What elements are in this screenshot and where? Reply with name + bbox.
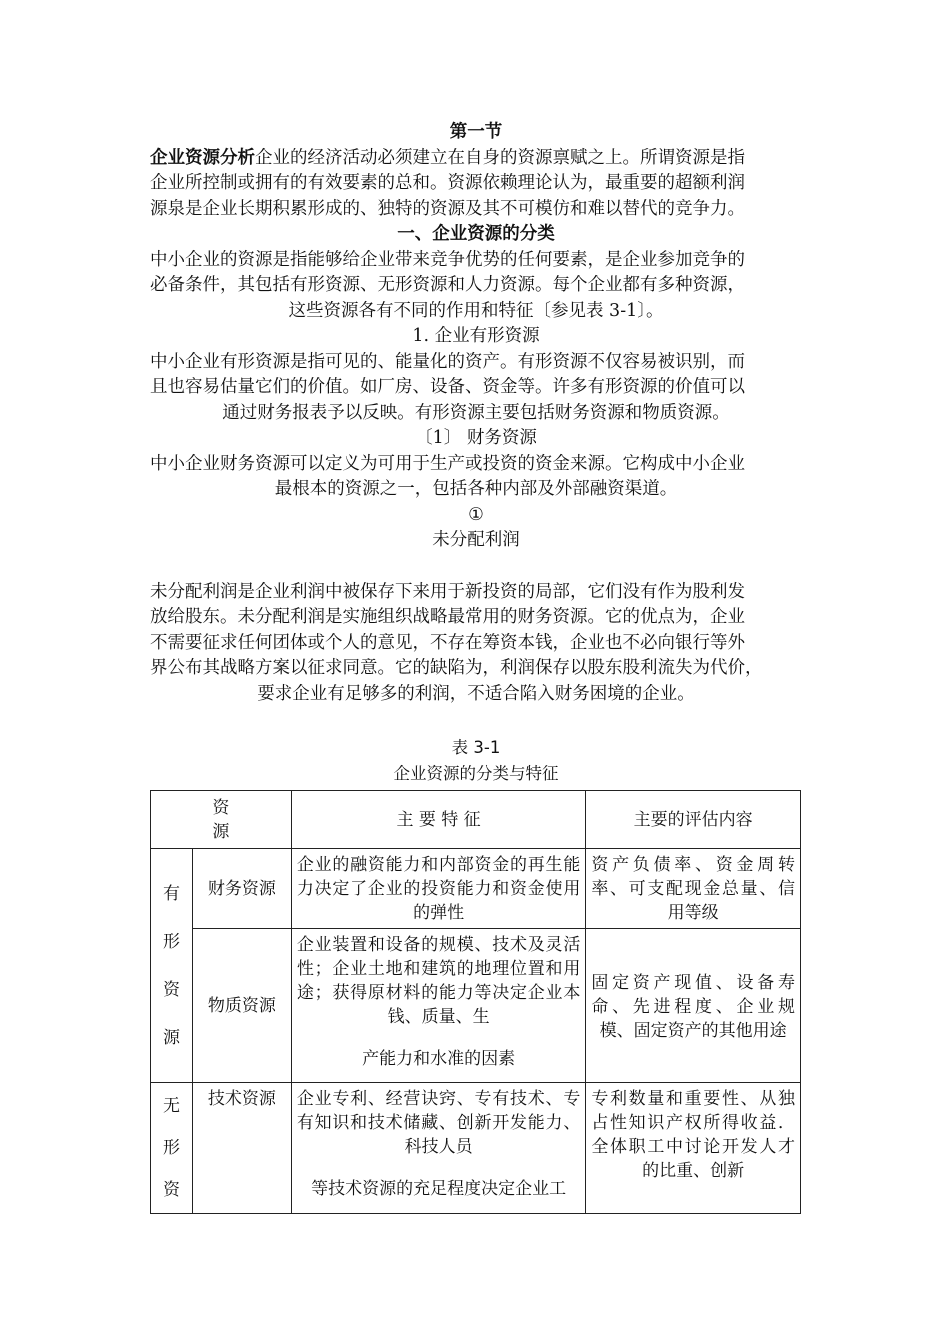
table-row (151, 929, 801, 1083)
p3-line-1: 中小企业财务资源可以定义为可用于生产或投资的资金来源。它构成中小企业 (150, 453, 745, 474)
resource-table (150, 790, 801, 1214)
header-features: 主 要 特 征 (291, 791, 586, 849)
p4-line-2: 放给股东。未分配利润是实施组织战略最常用的财务资源。它的优点为，企业 (150, 607, 745, 627)
row-name-physical: 物质资源 (192, 929, 291, 1083)
row-name-financial: 财务资源 (192, 849, 291, 929)
row-eval-technology: 专利数量和重要性、从独占性知识产权所得收益．全体职工中讨论开发人才的比重、创新 (586, 1083, 801, 1214)
p2-line-3: 通过财务报表予以反映。有形资源主要包括财务资源和物质资源。 (222, 402, 730, 423)
p2-line-1: 中小企业有形资源是指可见的、能量化的资产。有形资源不仅容易被识别，而 (150, 351, 745, 372)
heading-retained-earnings: 未分配利润 (432, 530, 520, 550)
p4-line-4: 界公布其战略方案以征求同意。它的缺陷为，利润保存以股东股利流失为代价， (150, 658, 763, 678)
p4-line-1: 未分配利润是企业利润中被保存下来用于新投资的局部，它们没有作为股利发 (150, 581, 745, 602)
row-features-technology: 企业专利、经营诀窍、专有技术、专有知识和技术储藏、创新开发能力、科技人员 等技术资源的充足程度决定企业工 (291, 1083, 586, 1214)
table-number: 表 3-1 (451, 738, 501, 757)
intro-text-1: 企业的经济活动必须建立在自身的资源禀赋之上。所谓资源是指 (255, 147, 745, 168)
p1-line-2: 必备条件，其包括有形资源、无形资源和人力资源。每个企业都有多种资源， (150, 275, 745, 295)
row-features-financial: 企业的融资能力和内部资金的再生能力决定了企业的投资能力和资金使用的弹性 (291, 849, 586, 929)
row-features-physical: 企业装置和设备的规模、技术及灵活性；企业土地和建筑的地理位置和用途；获得原材料的能力等决定企业本钱、质量、生 产能力和水准的因素 (291, 929, 586, 1083)
intro-line-3: 源泉是企业长期积累形成的、独特的资源及其不可模仿和难以替代的竞争力。 (150, 198, 745, 219)
document-body (150, 120, 802, 787)
p1-line-3: 这些资源各有不同的作用和特征〔参见表 3-1〕。 (288, 300, 664, 321)
group-intangible: 无 形 资 (151, 1083, 193, 1214)
p1-line-1: 中小企业的资源是指能够给企业带来竞争优势的任何要素，是企业参加竞争的 (150, 249, 745, 270)
intro-heading: 企业资源分析 (150, 147, 255, 168)
heading-tangible: 1. 企业有形资源 (412, 326, 540, 346)
table-title: 企业资源的分类与特征 (393, 764, 559, 783)
heading-classification: 一、企业资源的分类 (397, 224, 555, 244)
heading-number: ① (468, 504, 484, 525)
intro-line-1 (150, 146, 802, 172)
header-resource: 资 源 (151, 791, 292, 849)
p4-line-3: 不需要征求任何团体或个人的意见，不存在筹资本钱，企业也不必向银行等外 (150, 632, 745, 653)
table-header-row (151, 791, 801, 849)
heading-financial: 〔1〕 财务资源 (415, 428, 537, 448)
section-title: 第一节 (449, 122, 503, 142)
table-row (151, 849, 801, 929)
p4-line-5: 要求企业有足够多的利润，不适合陷入财务困境的企业。 (257, 683, 695, 704)
row-name-technology: 技术资源 (192, 1083, 291, 1214)
p2-line-2: 且也容易估量它们的价值。如厂房、设备、资金等。许多有形资源的价值可以 (150, 377, 745, 397)
intro-line-2: 企业所控制或拥有的有效要素的总和。资源依赖理论认为，最重要的超额利润 (150, 173, 745, 193)
row-eval-physical: 固定资产现值、设备寿命、先进程度、企业规模、固定资产的其他用途 (586, 929, 801, 1083)
p3-line-2: 最根本的资源之一，包括各种内部及外部融资渠道。 (274, 479, 678, 499)
group-tangible: 有 形 资 源 (151, 849, 193, 1083)
table-row (151, 1083, 801, 1214)
row-eval-financial: 资产负债率、资金周转率、可支配现金总量、信用等级 (586, 849, 801, 929)
header-evaluation: 主要的评估内容 (586, 791, 801, 849)
